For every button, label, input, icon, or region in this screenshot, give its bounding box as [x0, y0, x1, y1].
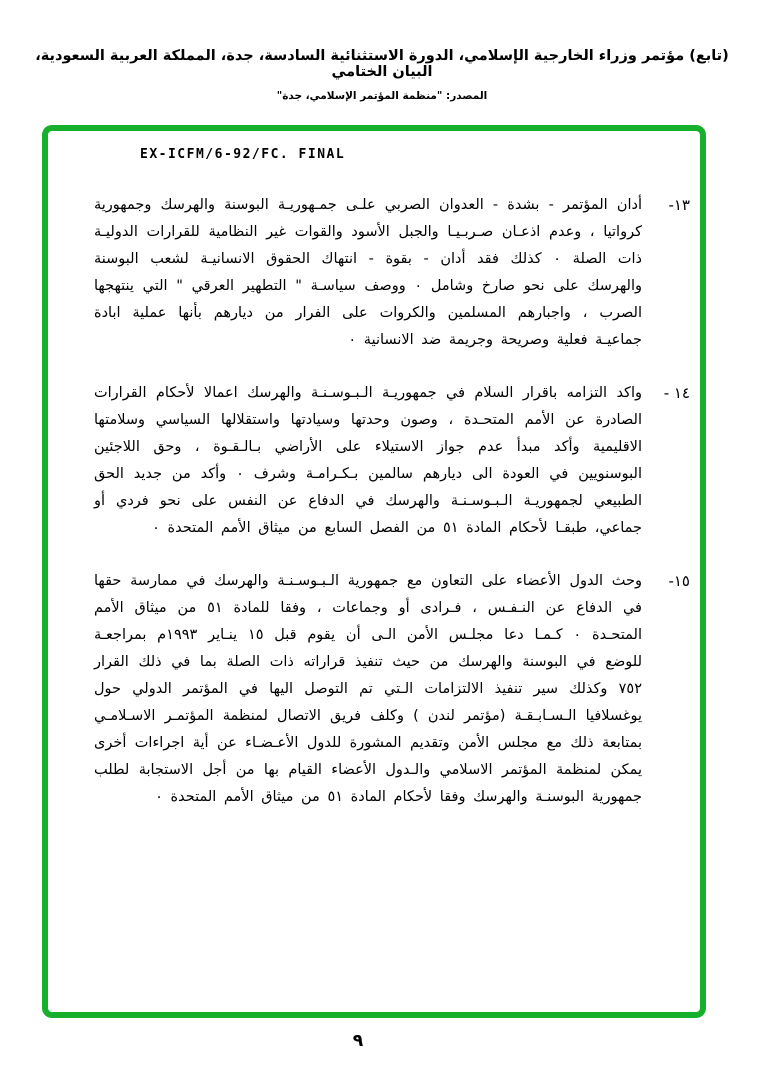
document-body: [48, 162, 700, 811]
paragraph-13-number: ١٣-: [668, 196, 690, 214]
paragraph-13-text: أدان المؤتمر - بشدة - العدوان الصربي علـى جمـهوريـة البوسنة والهرسك وجمهورية كرواتيا ، وعدم اذعـان صـربـيـا والجبل الأسود والقوات غير النظامية للقرارات الدوليـة ذات الصلة ٠ كذلك فقد أدان - بقوة - انتهاك الحقوق الانسانيـة لشعب البوسنة والهرسك على نحو صارخ وشامل ٠ ووصف سياسـة " التطهير العرقي " التي ينتهجها الصرب ، واجبارهم المسلمين والكروات على الفرار من ديارهم بأنها عملية ابادة جماعيـة فعلية وصريحة وجريمة ضد الانسانية ٠: [94, 197, 643, 348]
page-header-source: المصدر: "منظمة المؤتمر الإسلامي، جدة": [276, 90, 488, 102]
paragraph-14: [94, 380, 690, 542]
document-box: [42, 125, 706, 1018]
paragraph-14-number: ١٤ -: [663, 384, 690, 402]
paragraph-13: [94, 192, 690, 354]
paragraph-15: [94, 568, 690, 811]
page-number: ٩: [352, 1031, 364, 1051]
paragraph-14-text: واكد التزامه باقرار السلام في جمهوريـة الـبـوسـنـة والهرسك اعمالا لأحكام القرارات الصادرة عن الأمم المتحـدة ، وصون وحدتها وسيادتها واستقلالها السياسي وسلامتها الاقليمية وأكد مبدأ عدم جواز الاستيلاء على الأراضي بـالـقـوة ، وحق اللاجئين البوسنويين في العودة الى ديارهم سالمين بـكـرامـة وشرف ٠ وأكد من جديد الحق الطبيعي لجمهوريـة الـبـوسـنـة والهرسك في الدفاع عن النفس على نحو فردي أو جماعي، طبقـا لأحكام المادة ٥١ من الفصل السابع من ميثاق الأمم المتحدة ٠: [94, 385, 642, 536]
page-header-title: (تابع) مؤتمر وزراء الخارجية الإسلامي، الدورة الاستثنائية السادسة، جدة، المملكة العربية السعودية، البيان الختامي: [35, 48, 729, 80]
document-code: EX-ICFM/6-92/FC. FINAL: [140, 147, 346, 162]
paragraph-15-text: وحث الدول الأعضاء على التعاون مع جمهورية الـبـوسـنـة والهرسك في ممارسة حقها في الدفاع عن النـفـس ، فـرادى أو وجماعات ، وفقا للمادة ٥١ من ميثاق الأمم المتحـدة ٠ كـمـا دعا مجلـس الأمن الـى أن يقوم قبل ١٥ ينـاير ١٩٩٣م بمراجعـة للوضع في البوسنة والهرسك من حيث تنفيذ قراراته ذات الصلة بما في ذلك القرار ٧٥٢ وكذلك سير تنفيذ الالتزامات الـتي تم التوصل اليها في المؤتمر الدولي حول يوغسلافيا الـسـابـقـة (مؤتمر لندن ) وكلف فريق الاتصال لمنظمة المؤتمـر الاسـلامـي بمتابعة ذلك مع مجلس الأمن وتقديم المشورة للدول الأعـضـاء عن أية اجراءات أخرى يمكن لمنظمة المؤتمر الاسلامي والـدول الأعضاء القيام بها من أجل الاستجابة لطلب جمهورية البوسنـة والهرسك وفقا لأحكام المادة ٥١ من ميثاق الأمم المتحدة ٠: [94, 573, 642, 805]
paragraph-15-number: ١٥-: [668, 572, 690, 590]
